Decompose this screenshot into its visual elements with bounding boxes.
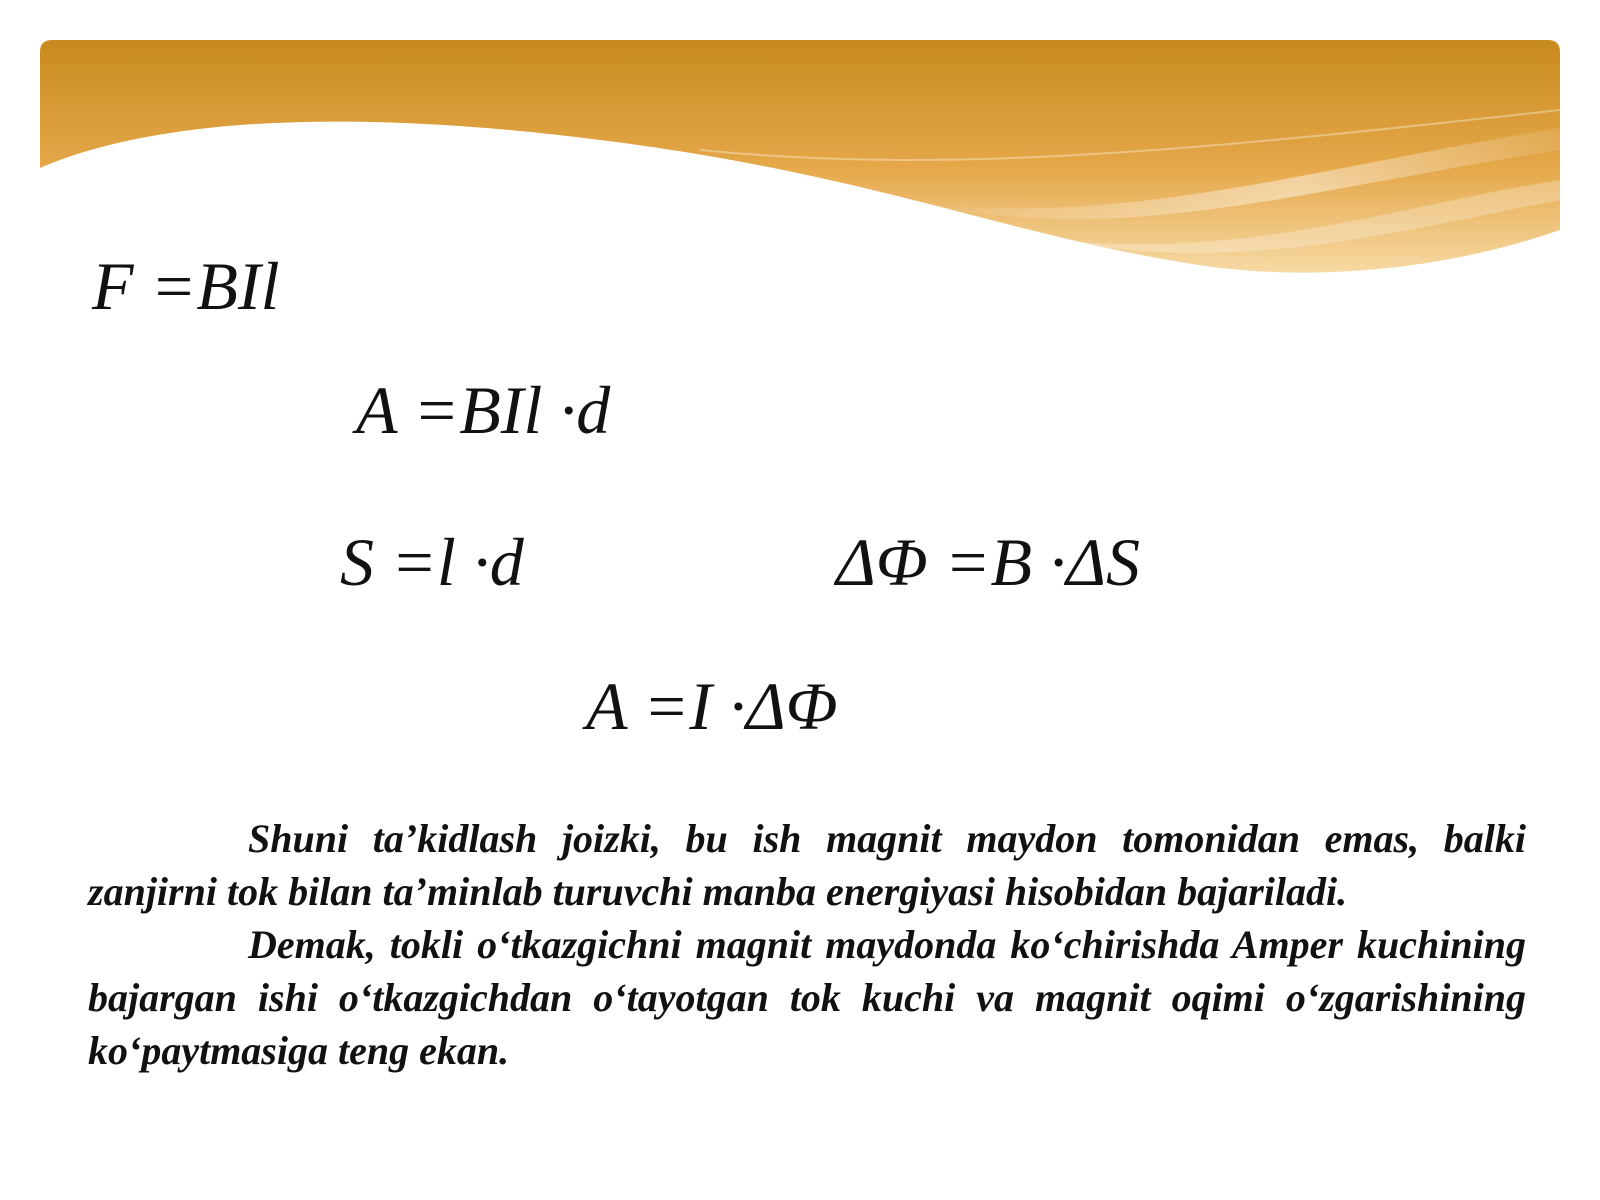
paragraph-2: Demak, tokli o‘tkazgichni magnit maydonda ko‘chirishda Amper kuchining bajargan ishi o‘tkazgichdan o‘tayotgan tok kuchi va magnit oqimi o‘zgarishining ko‘paytmasiga teng ekan.: [88, 922, 1526, 1073]
formula-flux-change: ΔΦ =B ·ΔS: [836, 524, 1141, 600]
body-text: [88, 812, 1526, 1077]
formula-work-flux: A =I ·ΔΦ: [586, 668, 838, 744]
paragraph-1: Shuni ta’kidlash joizki, bu ish magnit maydon tomonidan emas, balki zanjirni tok bilan ta’minlab turuvchi manba energiyasi hisobidan bajariladi.: [88, 816, 1526, 914]
formula-ampere-force: F =BIl: [92, 248, 280, 324]
formula-area: S =l ·d: [340, 524, 524, 600]
formula-work-bild: A =BIl ·d: [356, 372, 611, 448]
